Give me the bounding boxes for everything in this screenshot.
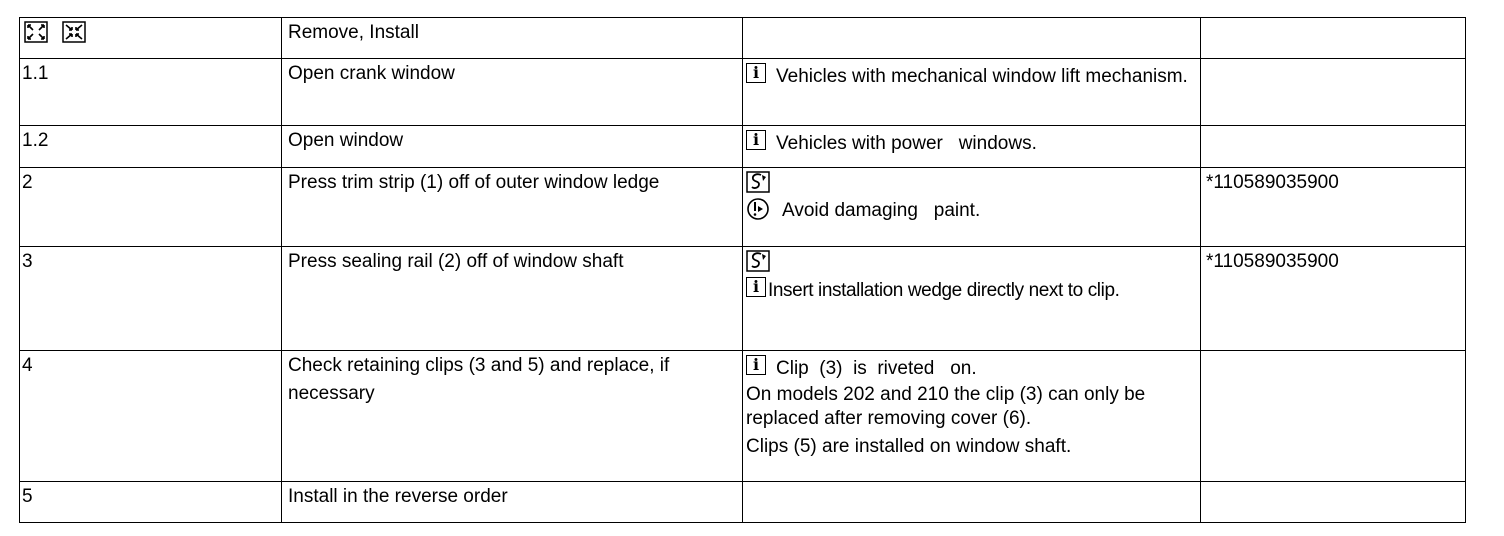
table-row <box>20 168 1466 247</box>
step-number: 1.1 <box>22 63 49 84</box>
step-note-extra: Clips (5) are installed on window shaft. <box>746 436 1072 457</box>
step-number-cell <box>20 59 282 126</box>
step-action-cell <box>282 247 743 351</box>
procedure-table <box>19 17 1466 523</box>
info-icon: i <box>746 277 766 297</box>
step-number-cell <box>20 168 282 247</box>
header-row <box>20 18 1466 59</box>
step-number: 1.2 <box>22 130 49 151</box>
step-note: Clip (3) is riveted on. <box>776 358 977 379</box>
table-row <box>20 482 1466 523</box>
step-action: Open crank window <box>288 63 455 84</box>
step-number: 2 <box>22 172 33 193</box>
table-row <box>20 247 1466 351</box>
step-action-cell <box>282 126 743 168</box>
step-note-cell <box>743 59 1201 126</box>
step-number-cell <box>20 247 282 351</box>
step-number: 4 <box>22 355 33 376</box>
table-row <box>20 351 1466 482</box>
step-note-extra: On models 202 and 210 the clip (3) can only be replaced after removing cover (6). <box>746 384 1146 429</box>
tool-reference: *110589035900 <box>1206 172 1339 193</box>
header-empty-cell <box>743 18 1201 59</box>
table-row <box>20 126 1466 168</box>
info-icon: i <box>746 355 766 375</box>
step-tool-cell <box>1201 59 1466 126</box>
step-action: Open window <box>288 130 404 151</box>
step-number: 5 <box>22 486 33 507</box>
step-tool-cell <box>1201 168 1466 247</box>
step-action-cell <box>282 351 743 482</box>
special-tool-icon <box>746 250 770 272</box>
step-number-cell <box>20 482 282 523</box>
step-action: Check retaining clips (3 and 5) and replace, if necessary <box>288 355 670 404</box>
step-tool-cell <box>1201 351 1466 482</box>
step-note-cell <box>743 247 1201 351</box>
step-tool-cell <box>1201 126 1466 168</box>
header-title-cell <box>282 18 743 59</box>
step-action-cell <box>282 59 743 126</box>
step-note: Vehicles with power windows. <box>776 133 1037 154</box>
step-number: 3 <box>22 251 33 272</box>
step-action-cell <box>282 168 743 247</box>
header-title: Remove, Install <box>288 22 419 43</box>
header-icons-cell <box>20 18 282 59</box>
step-note-cell <box>743 168 1201 247</box>
step-note: Avoid damaging paint. <box>782 200 981 221</box>
header-empty-cell <box>1201 18 1466 59</box>
caution-icon <box>746 197 770 221</box>
step-number-cell <box>20 126 282 168</box>
step-action: Press sealing rail (2) off of window shaft <box>288 251 624 272</box>
step-action: Press trim strip (1) off of outer window ledge <box>288 172 660 193</box>
step-note-cell <box>743 482 1201 523</box>
step-action-cell <box>282 482 743 523</box>
step-tool-cell <box>1201 482 1466 523</box>
step-number-cell <box>20 351 282 482</box>
special-tool-icon <box>746 171 770 193</box>
tool-reference: *110589035900 <box>1206 251 1339 272</box>
step-action: Install in the reverse order <box>288 486 508 507</box>
info-icon: i <box>746 63 766 83</box>
info-icon: i <box>746 130 766 150</box>
install-icon <box>62 21 86 43</box>
table-row <box>20 59 1466 126</box>
step-note: Insert installation wedge directly next to clip. <box>768 280 1120 301</box>
step-tool-cell <box>1201 247 1466 351</box>
step-note-cell <box>743 351 1201 482</box>
remove-icon <box>24 21 48 43</box>
step-note: Vehicles with mechanical window lift mechanism. <box>776 66 1188 87</box>
step-note-cell <box>743 126 1201 168</box>
